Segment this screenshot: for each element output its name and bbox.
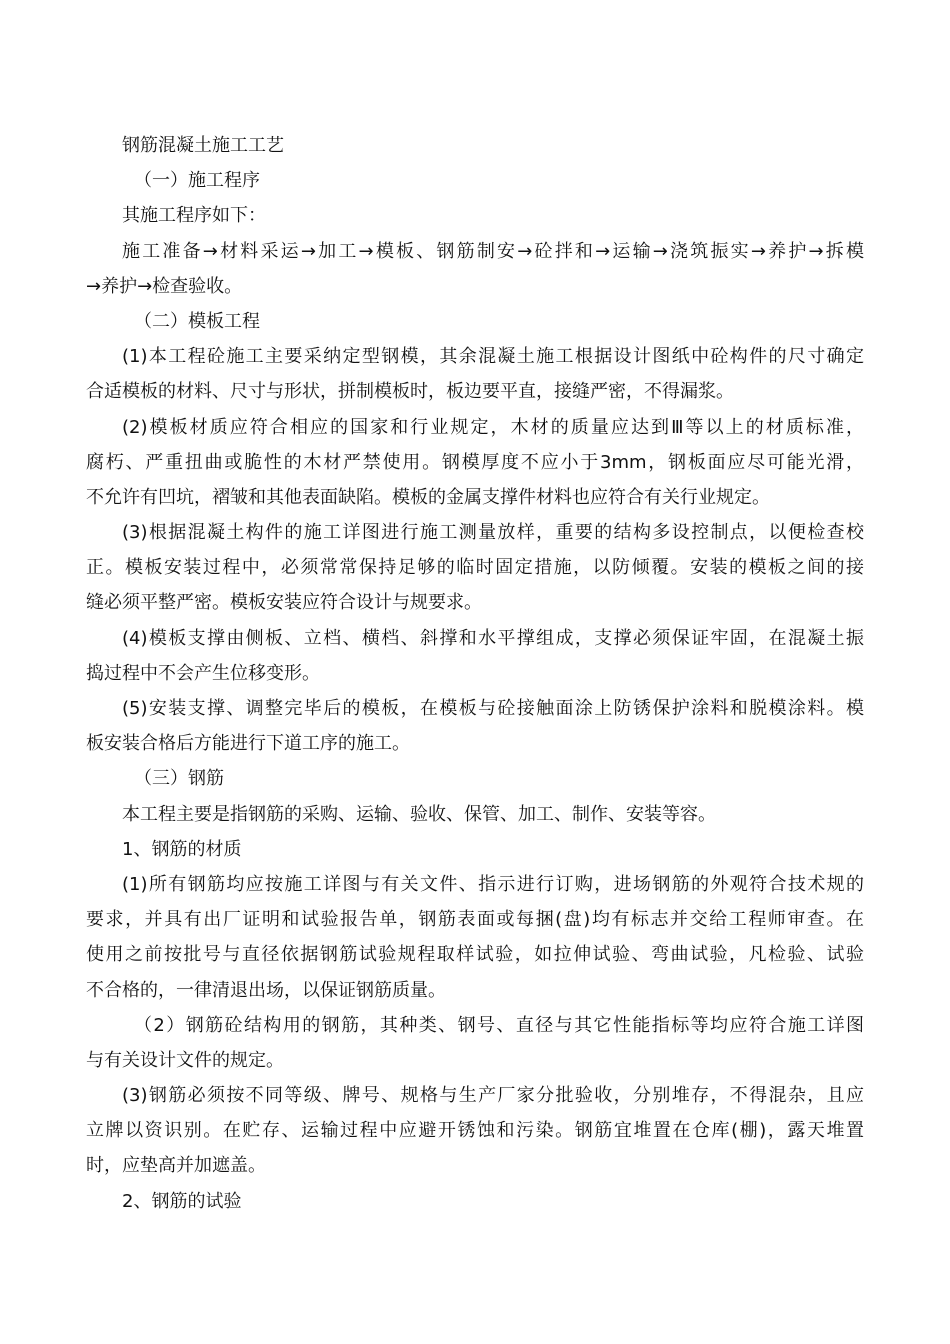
paragraph-line: 合适模板的材料、尺寸与形状，拼制模板时，板边要平直，接缝严密，不得漏浆。 xyxy=(86,381,734,403)
paragraph-line: 捣过程中不会产生位移变形。 xyxy=(86,662,320,684)
paragraph-line: (2)模板材质应符合相应的国家和行业规定，木材的质量应达到Ⅲ等以上的材质标准， xyxy=(122,416,864,438)
paragraph-line: (3)根据混凝土构件的施工详图进行施工测量放样，重要的结构多设控制点，以便检查校 xyxy=(122,522,864,544)
paragraph-line: 缝必须平整严密。模板安装应符合设计与规要求。 xyxy=(86,592,482,614)
paragraph-line: (3)钢筋必须按不同等级、牌号、规格与生产厂家分批验收，分别堆存，不得混杂，且应 xyxy=(122,1085,864,1107)
paragraph-line: 不允许有凹坑，褶皱和其他表面缺陷。模板的金属支撑件材料也应符合有关行业规定。 xyxy=(86,486,770,508)
paragraph-line: 施工准备→材料采运→加工→模板、钢筋制安→砼拌和→运输→浇筑振实→养护→拆模 xyxy=(122,240,864,262)
paragraph-line: (4)模板支撑由侧板、立档、横档、斜撑和水平撑组成，支撑必须保证牢固，在混凝土振 xyxy=(122,627,864,649)
paragraph-line: 本工程主要是指钢筋的采购、运输、验收、保管、加工、制作、安装等容。 xyxy=(122,803,716,825)
paragraph-line: (1)所有钢筋均应按施工详图与有关文件、指示进行订购，进场钢筋的外观符合技术规的 xyxy=(122,873,864,895)
section-heading: （二）模板工程 xyxy=(134,310,260,332)
subsection-heading: 2、钢筋的试验 xyxy=(122,1190,242,1212)
paragraph-line: 板安装合格后方能进行下道工序的施工。 xyxy=(86,733,410,755)
subsection-heading: 1、钢筋的材质 xyxy=(122,838,242,860)
document-page xyxy=(86,128,864,1219)
paragraph-line: 正。模板安装过程中，必须常常保持足够的临时固定措施，以防倾覆。安装的模板之间的接 xyxy=(86,557,864,579)
document-title: 钢筋混凝土施工工艺 xyxy=(122,135,284,156)
paragraph-line: →养护→检查验收。 xyxy=(86,275,243,297)
paragraph-line: 与有关设计文件的规定。 xyxy=(86,1049,284,1071)
paragraph-line: （2）钢筋砼结构用的钢筋，其种类、钢号、直径与其它性能指标等均应符合施工详图 xyxy=(134,1014,864,1036)
paragraph-line: 不合格的，一律清退出场，以保证钢筋质量。 xyxy=(86,979,446,1001)
section-heading: （三）钢筋 xyxy=(134,768,224,790)
paragraph-line: 立牌以资识别。在贮存、运输过程中应避开锈蚀和污染。钢筋宜堆置在仓库(棚)，露天堆置 xyxy=(86,1120,864,1142)
section-heading: （一）施工程序 xyxy=(134,170,260,192)
paragraph-line: (5)安装支撑、调整完毕后的模板，在模板与砼接触面涂上防锈保护涂料和脱模涂料。模 xyxy=(122,698,864,719)
paragraph-line: 腐朽、严重扭曲或脆性的木材严禁使用。钢模厚度不应小于3mm，钢板面应尽可能光滑， xyxy=(86,451,864,473)
paragraph-line: 使用之前按批号与直径依据钢筋试验规程取样试验，如拉伸试验、弯曲试验，凡检验、试验 xyxy=(86,944,864,966)
paragraph-line: 其施工程序如下： xyxy=(122,205,266,227)
paragraph-line: 要求，并具有出厂证明和试验报告单，钢筋表面或每捆(盘)均有标志并交给工程师审查。在 xyxy=(86,909,864,931)
paragraph-line: 时，应垫高并加遮盖。 xyxy=(86,1155,266,1177)
paragraph-line: (1)本工程砼施工主要采纳定型钢模，其余混凝土施工根据设计图纸中砼构件的尺寸确定 xyxy=(122,346,864,368)
